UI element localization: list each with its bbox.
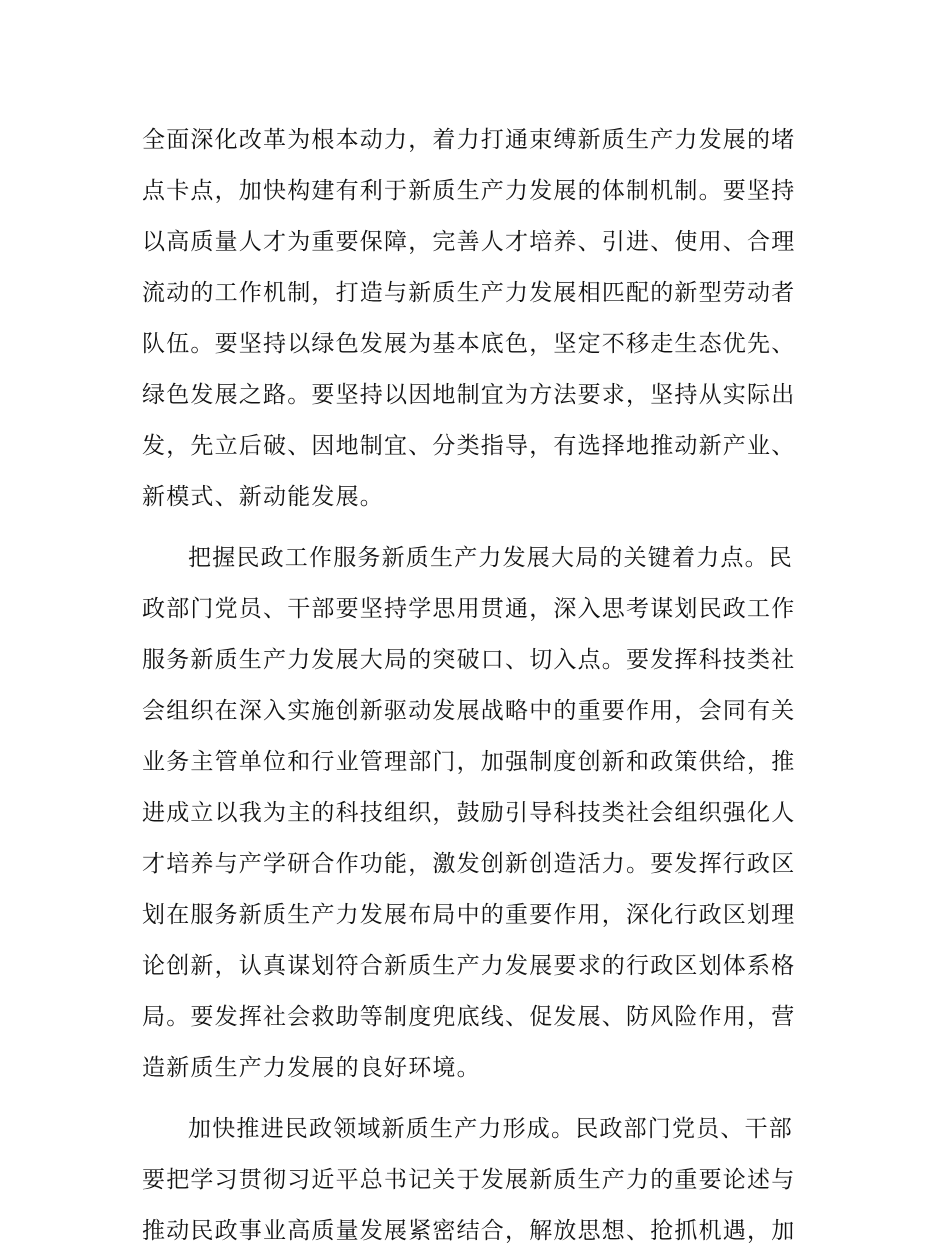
text-line: 新模式、新动能发展。: [142, 484, 384, 510]
text-line: 进成立以我为主的科技组织，鼓励引导科技类社会组织强化人: [142, 800, 796, 826]
paragraph-gap: [142, 523, 814, 533]
text-line: 政部门党员、干部要坚持学思用贯通，深入思考谋划民政工作: [142, 596, 796, 622]
text-line: 流动的工作机制，打造与新质生产力发展相匹配的新型劳动者: [142, 280, 796, 306]
paragraph-1: [142, 115, 814, 523]
text-line: 论创新，认真谋划符合新质生产力发展要求的行政区划体系格: [142, 953, 796, 979]
text-line: 全面深化改革为根本动力，着力打通束缚新质生产力发展的堵: [142, 127, 796, 153]
text-line: 发，先立后破、因地制宜、分类指导，有选择地推动新产业、: [142, 433, 796, 459]
text-line: 局。要发挥社会救助等制度兜底线、促发展、防风险作用，营: [142, 1004, 796, 1030]
text-line: 绿色发展之路。要坚持以因地制宜为方法要求，坚持从实际出: [142, 382, 796, 408]
paragraph-2: [142, 533, 814, 1094]
paragraph-3: [142, 1104, 814, 1257]
text-line: 划在服务新质生产力发展布局中的重要作用，深化行政区划理: [142, 902, 796, 928]
text-line: 加快推进民政领域新质生产力形成。民政部门党员、干部: [188, 1116, 793, 1142]
text-line: 造新质生产力发展的良好环境。: [142, 1055, 481, 1081]
document-body: [142, 115, 814, 1257]
text-line: 队伍。要坚持以绿色发展为基本底色，坚定不移走生态优先、: [142, 331, 796, 357]
text-line: 把握民政工作服务新质生产力发展大局的关键着力点。民: [188, 545, 793, 571]
text-line: 服务新质生产力发展大局的突破口、切入点。要发挥科技类社: [142, 647, 796, 673]
text-line: 推动民政事业高质量发展紧密结合，解放思想、抢抓机遇，加: [142, 1218, 796, 1244]
text-line: 业务主管单位和行业管理部门，加强制度创新和政策供给，推: [142, 749, 796, 775]
text-line: 以高质量人才为重要保障，完善人才培养、引进、使用、合理: [142, 229, 796, 255]
text-line: 要把学习贯彻习近平总书记关于发展新质生产力的重要论述与: [142, 1167, 796, 1193]
text-line: 才培养与产学研合作功能，激发创新创造活力。要发挥行政区: [142, 851, 796, 877]
paragraph-gap: [142, 1094, 814, 1104]
text-line: 会组织在深入实施创新驱动发展战略中的重要作用，会同有关: [142, 698, 796, 724]
text-line: 点卡点，加快构建有利于新质生产力发展的体制机制。要坚持: [142, 178, 796, 204]
